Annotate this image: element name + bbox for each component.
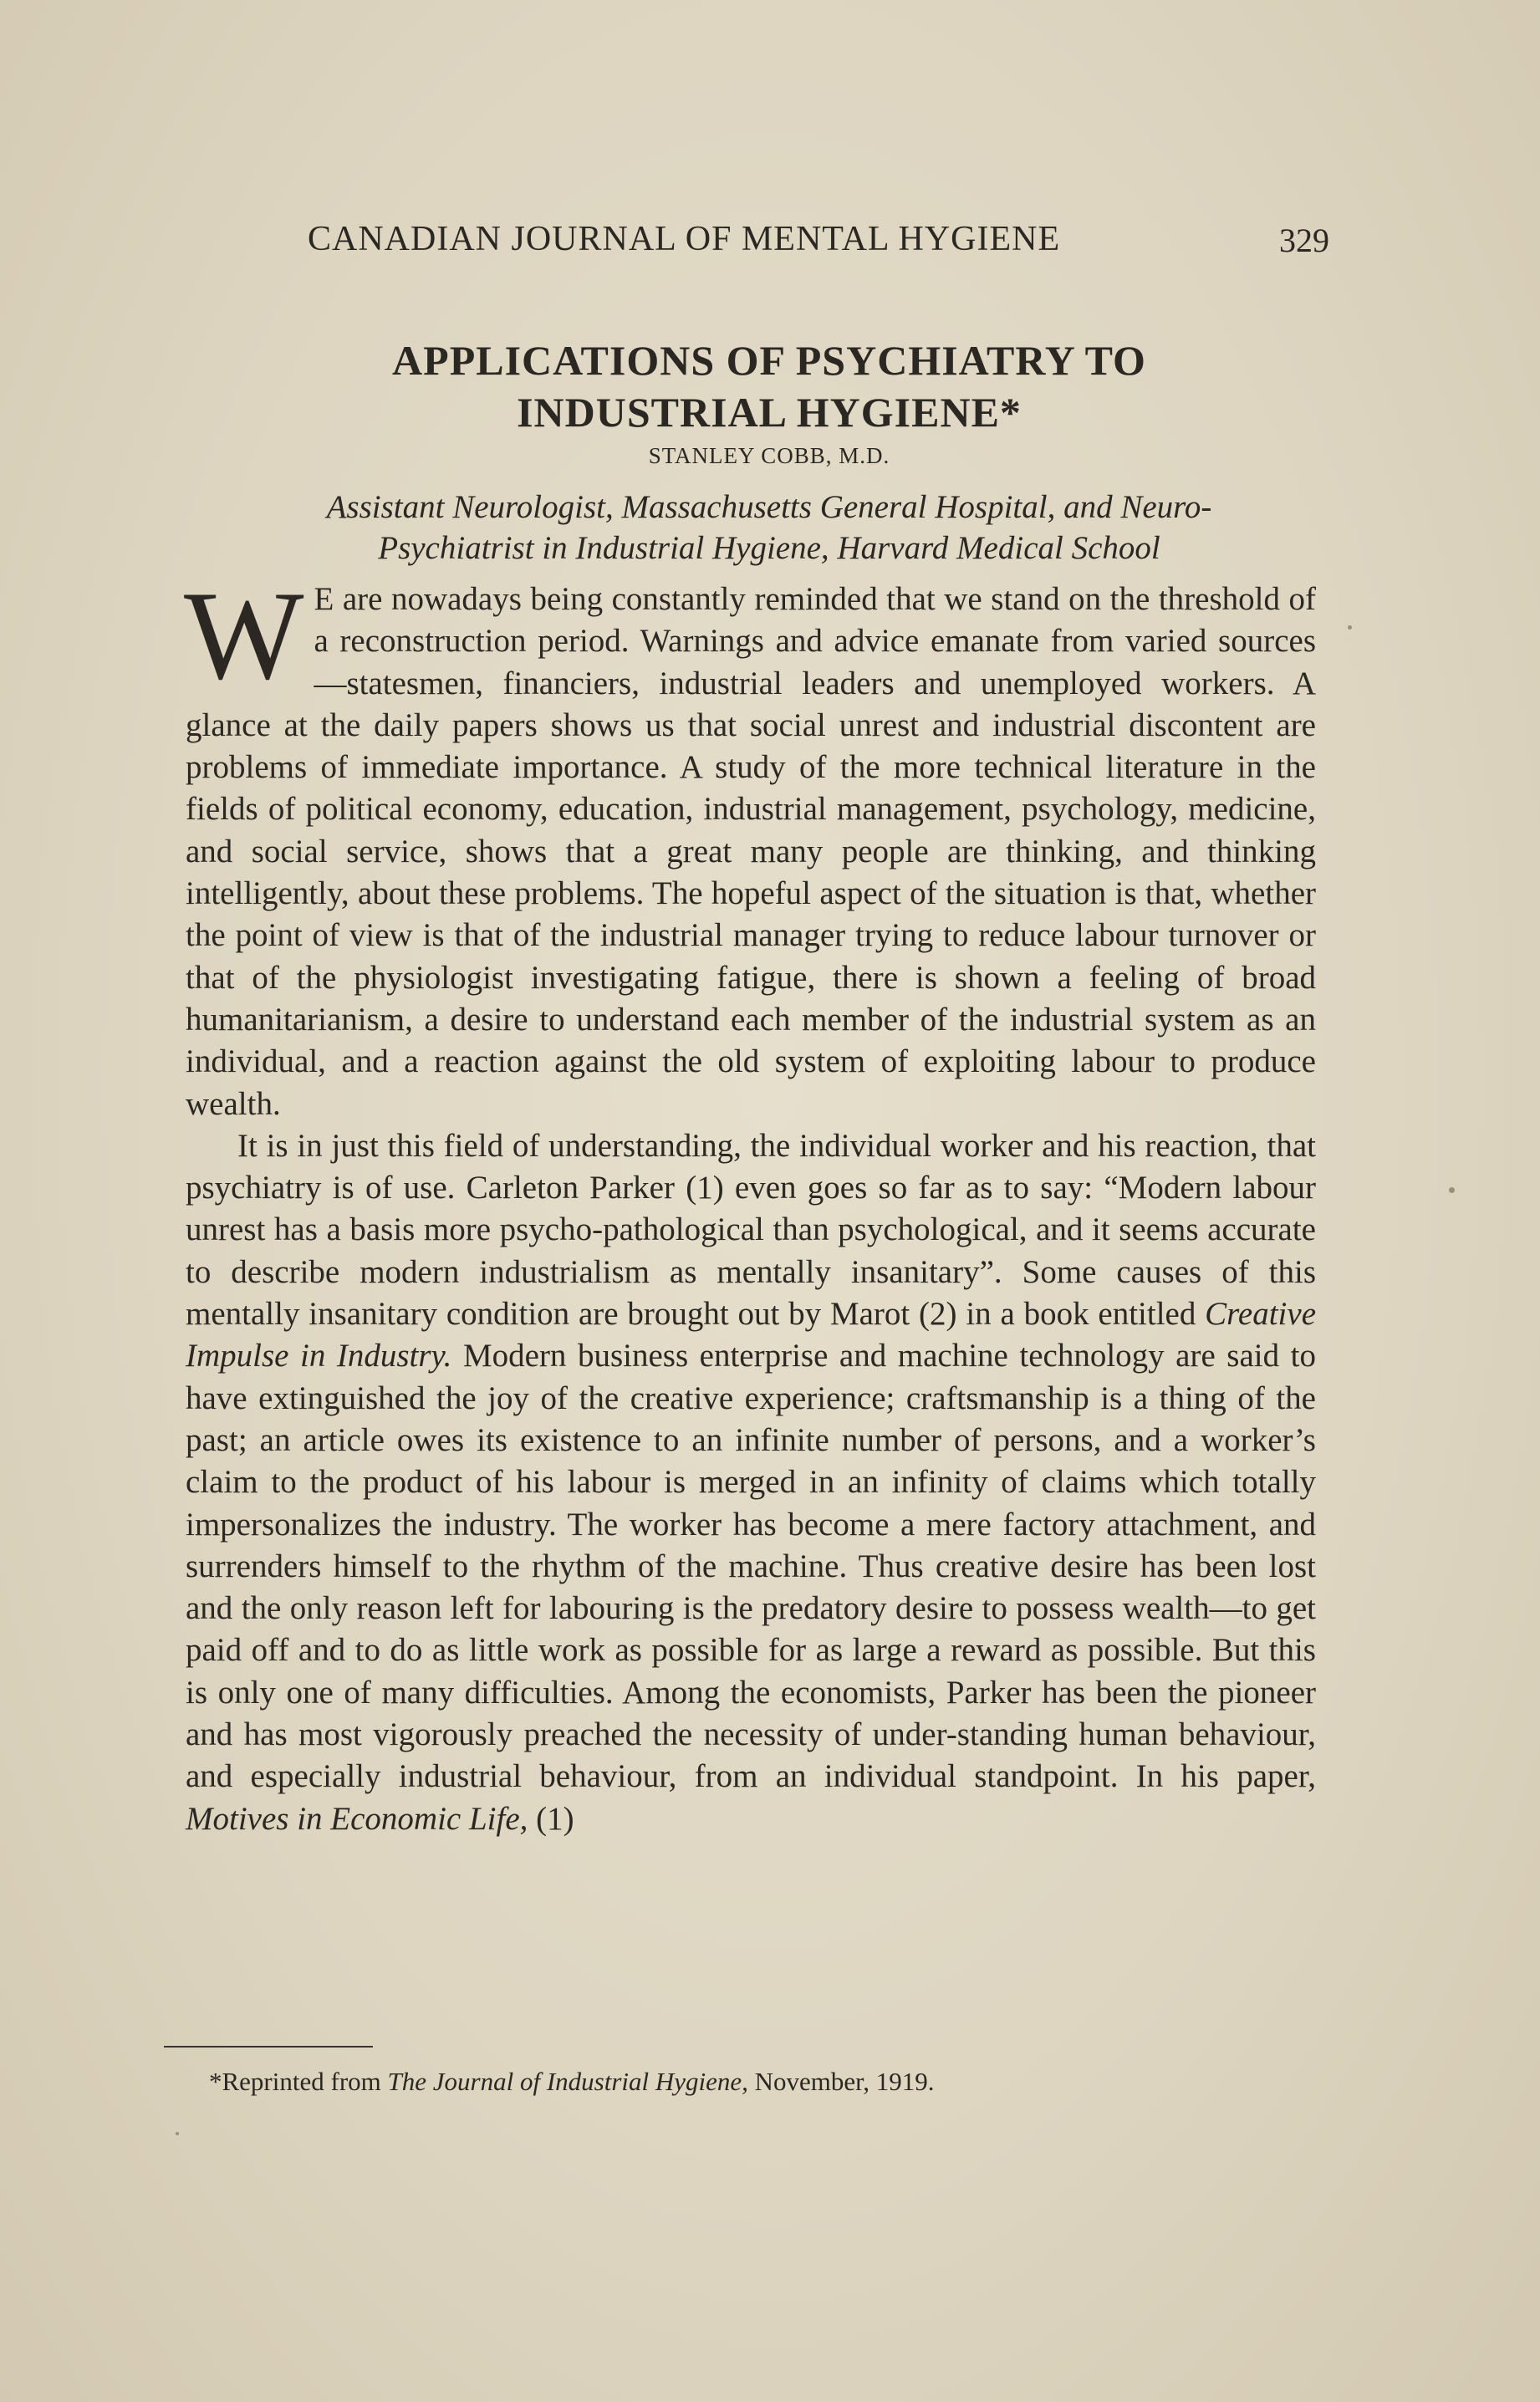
title-line-1: APPLICATIONS OF PSYCHIATRY TO [392, 337, 1146, 384]
footnote-journal: The Journal of Industrial Hygiene, [387, 2067, 748, 2096]
footnote-rule [164, 2046, 373, 2048]
footnote-prefix: *Reprinted from [209, 2067, 388, 2096]
article-title [209, 334, 1329, 438]
paper-speck [1348, 625, 1352, 630]
affiliation-line-1: Assistant Neurologist, Massachusetts General Hospital, and Neuro- [326, 489, 1212, 525]
author-name: STANLEY COBB, M.D. [648, 443, 890, 468]
paper-speck [176, 2132, 179, 2135]
running-title: CANADIAN JOURNAL OF MENTAL HYGIENE [308, 220, 1061, 258]
paragraph-2-text-c: (1) [528, 1800, 574, 1837]
paragraph-1 [184, 565, 1316, 1125]
paragraph-2 [186, 1125, 1316, 1840]
article-body [184, 565, 1316, 1840]
footnote-suffix: November, 1919. [747, 2067, 935, 2096]
title-line-2: INDUSTRIAL HYGIENE* [517, 389, 1022, 436]
author-affiliation [201, 487, 1338, 569]
paragraph-2-text-a: It is in just this field of understanding, the individual worker and his reaction, that psychiatry is of use. Carleton Parker (1) even goes so far as to say: “Modern labour unrest has a basis more psycho-pathological than psychological, and it seems accurate to describe modern industrialism as mentally insanitary”. Some causes of this mentally insanitary condition are brought out by Marot (2) in a book entitled [186, 1127, 1316, 1333]
affiliation-line-2: Psychiatrist in Industrial Hygiene, Harvard Medical School [378, 530, 1160, 566]
paragraph-1-text: E are nowadays being constantly reminded that we stand on the threshold of a reconstruction period. Warnings and advice emanate from varied sources—statesmen, financiers, industrial leaders and unemployed workers. A glance at the daily papers shows us that social unrest and industrial discontent are problems of immediate importance. A study of the more technical literature in the fields of political economy, education, industrial management, psychology, medicine, and social service, shows that a great many people are thinking, and thinking intelligently, about these problems. The hopeful aspect of the situation is that, whether the point of view is that of the industrial manager trying to reduce labour turnover or that of the physiologist investigating fatigue, there is shown a feeling of broad humanitarianism, a desire to understand each member of the industrial system as an individual, and a reaction against the old system of exploiting labour to produce wealth. [186, 581, 1316, 1122]
page-number: 329 [1279, 222, 1329, 259]
paragraph-2-text-b: Modern business enterprise and machine technology are said to have extinguished the joy of the creative experience; craftsmanship is a thing of the past; an article owes its existence to an infinite number of persons, and a worker’s claim to the product of his labour is merged in an infinity of claims which totally impersonalizes the industry. The worker has become a mere factory attachment, and surrenders himself to the rhythm of the machine. Thus creative desire has been lost and the only reason left for labouring is the predatory desire to possess wealth—to get paid off and to do as little work as possible for as large a reward as possible. But this is only one of many difficulties. Among the economists, Parker has been the pioneer and has most vigorously preached the necessity of under-standing human behaviour, and especially industrial behaviour, from an individual standpoint. In his paper, [186, 1338, 1316, 1795]
drop-cap: W [184, 565, 304, 706]
running-header [308, 219, 1329, 269]
paper-title: Motives in Economic Life, [186, 1800, 528, 1837]
book-title: Creative Impulse in Industry. [186, 1296, 1316, 1374]
footnote [209, 2065, 1296, 2099]
paper-speck [1449, 1187, 1455, 1193]
